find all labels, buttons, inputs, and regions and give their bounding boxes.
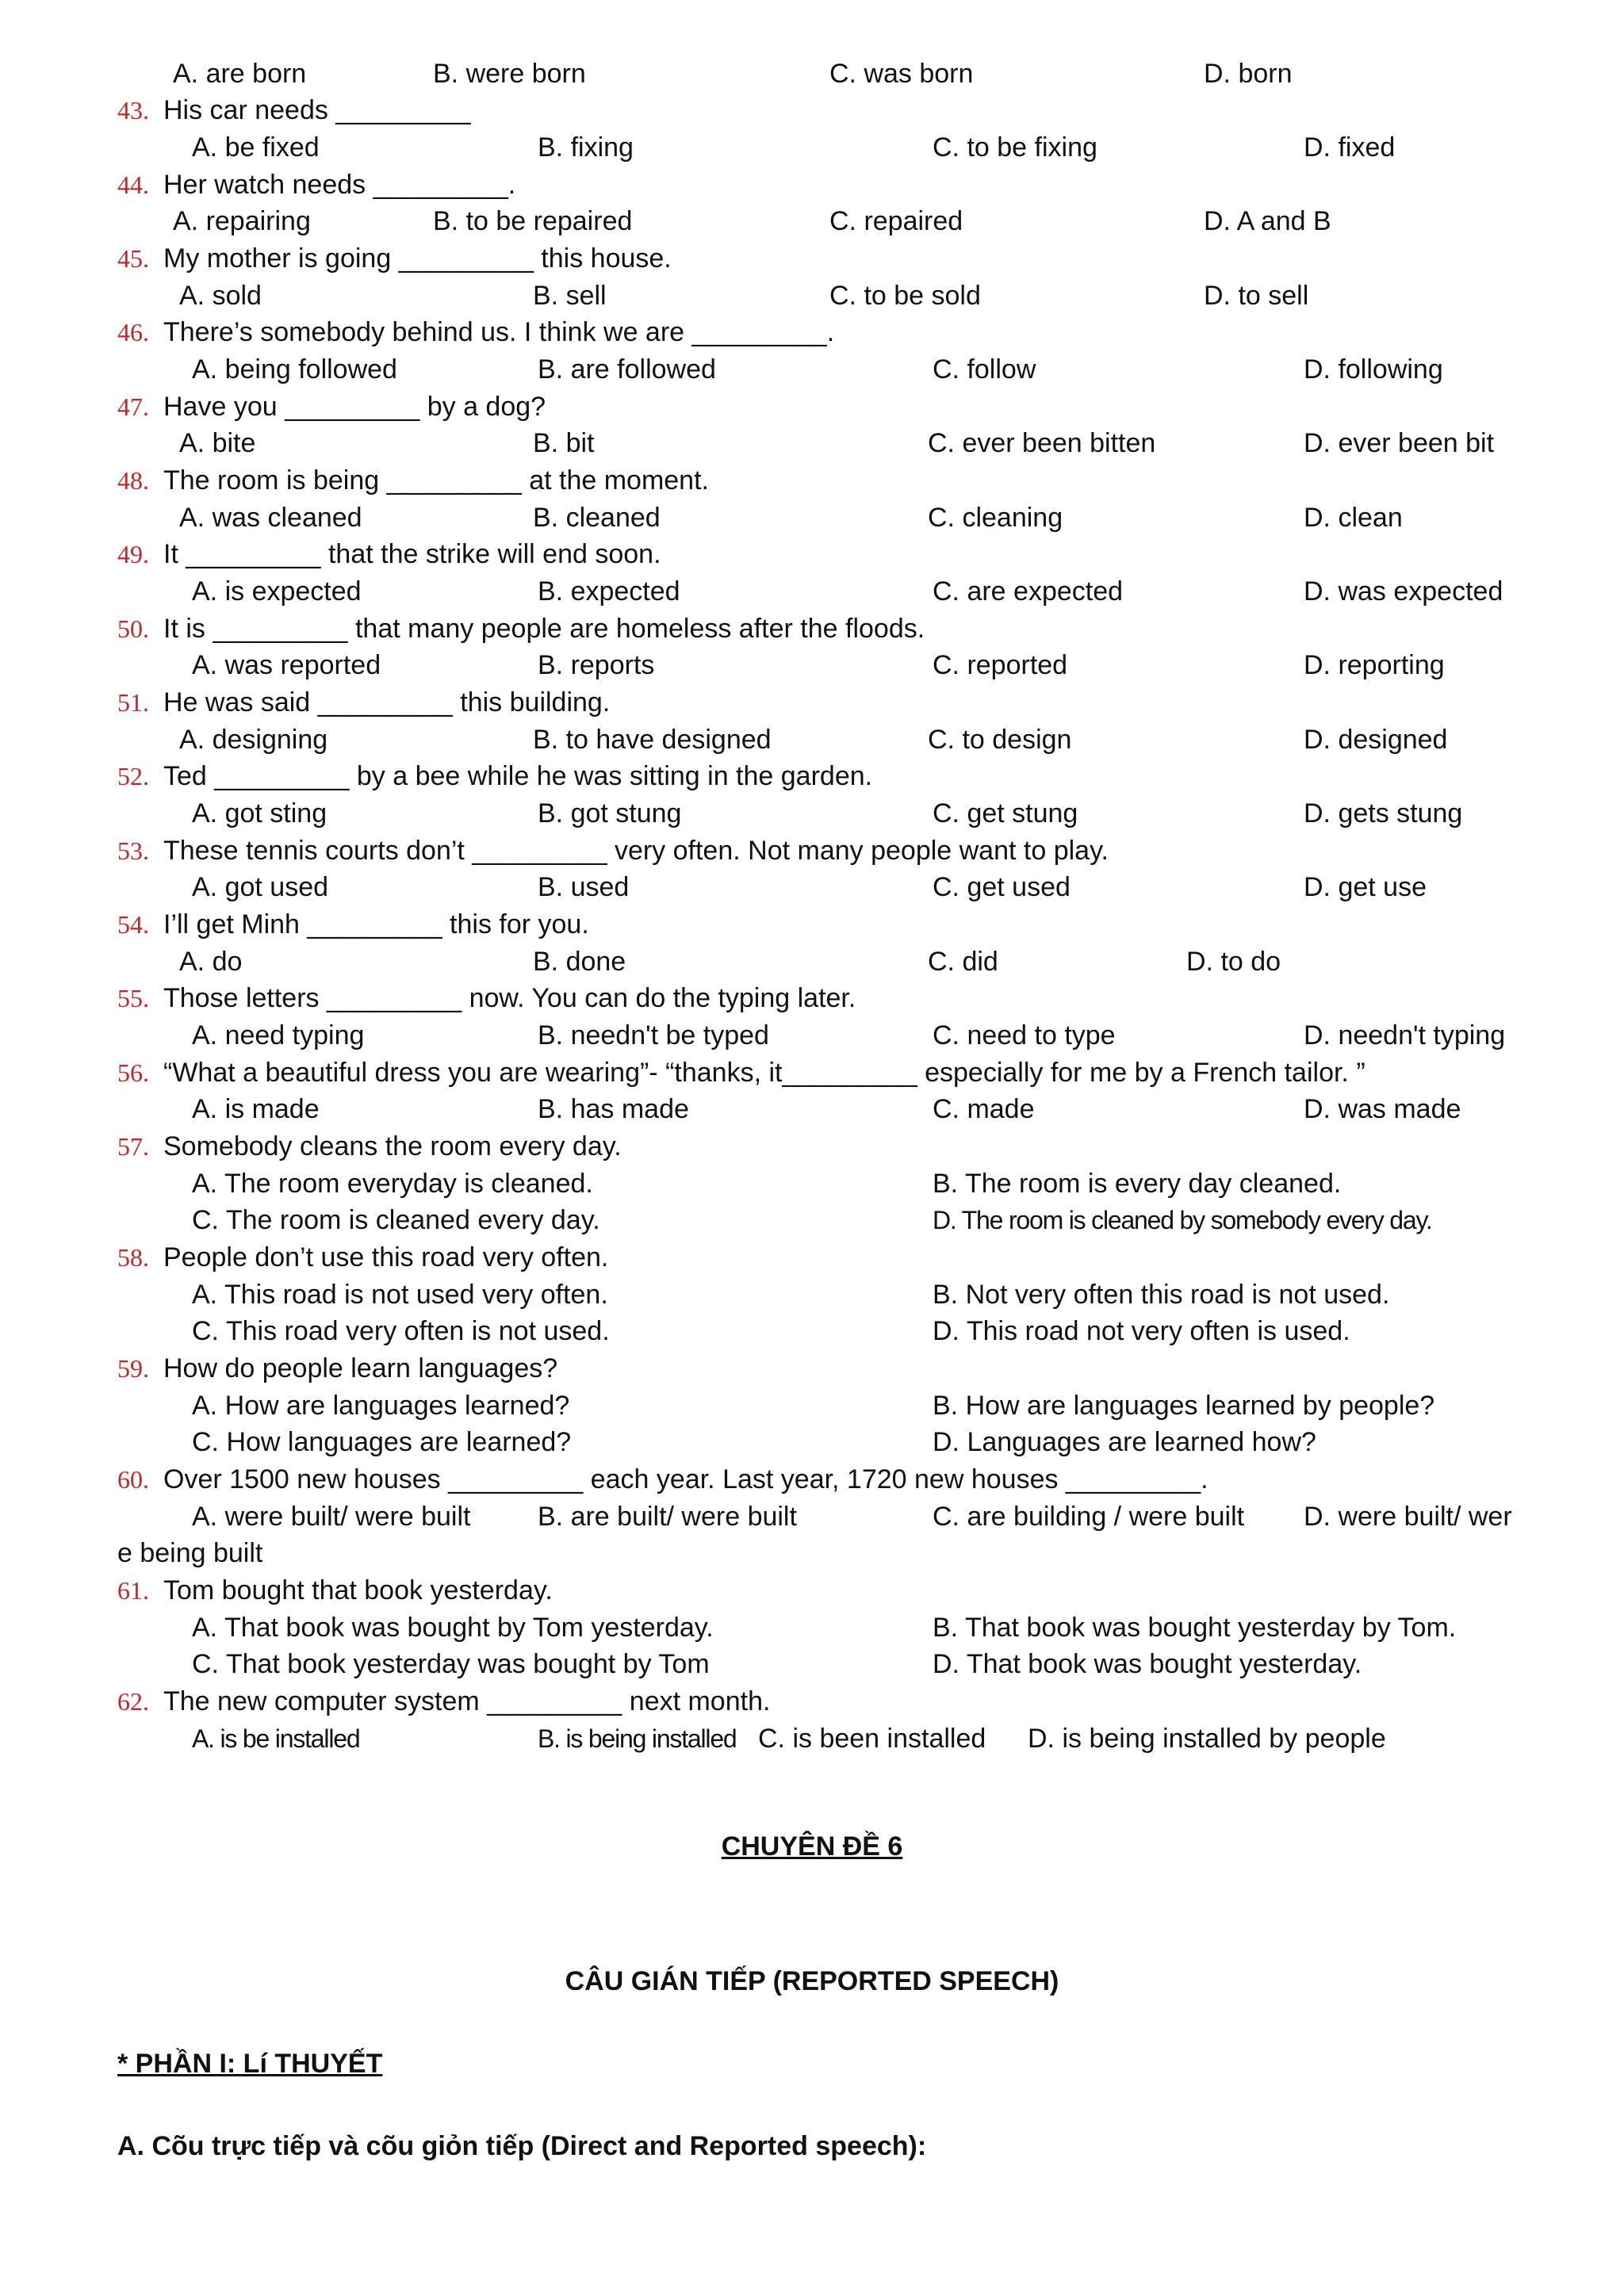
question-number: 57. xyxy=(117,1132,149,1161)
option-a: A. got used xyxy=(192,872,329,902)
question-stem: Her watch needs _________. xyxy=(163,170,516,200)
option-b: B. sell xyxy=(533,281,607,311)
question-stem: “What a beautiful dress you are wearing”- “thanks, it_________ especially for me by a French tailor. ” xyxy=(163,1058,1365,1088)
question-number: 62. xyxy=(117,1687,149,1716)
question-number: 46. xyxy=(117,318,149,346)
question-number: 48. xyxy=(117,466,149,495)
option-a: A. be fixed xyxy=(192,132,320,163)
option-a: A. bite xyxy=(179,428,256,458)
question-number: 54. xyxy=(117,910,149,939)
option-b: B. needn't be typed xyxy=(538,1020,769,1050)
option-a: A. designing xyxy=(179,725,328,755)
question-stem: Ted _________ by a bee while he was sitting in the garden. xyxy=(163,761,873,791)
option-c: C. The room is cleaned every day. xyxy=(192,1205,600,1235)
option-b: B. How are languages learned by people? xyxy=(933,1391,1435,1421)
question-stem: Those letters _________ now. You can do the typing later. xyxy=(163,983,856,1013)
option-c: C. get used xyxy=(933,872,1071,902)
option-d: D. to sell xyxy=(1204,281,1309,311)
question-number: 53. xyxy=(117,836,149,865)
option-d: D. reporting xyxy=(1304,650,1445,680)
question-stem: Somebody cleans the room every day. xyxy=(163,1131,622,1161)
option-d: D. fixed xyxy=(1304,132,1396,163)
option-b: B. is being installed xyxy=(538,1724,737,1753)
option-d: D. A and B xyxy=(1204,206,1331,236)
question-stem: He was said _________ this building. xyxy=(163,687,611,718)
option-c: C. get stung xyxy=(933,798,1078,828)
option-d: D. clean xyxy=(1304,503,1403,533)
option-d: D. ever been bit xyxy=(1304,428,1495,458)
option-b: B. done xyxy=(533,947,626,977)
question-stem: It _________ that the strike will end soon. xyxy=(163,539,661,569)
option-d: D. were built/ wer xyxy=(1304,1502,1512,1532)
option-b: B. That book was bought yesterday by Tom. xyxy=(933,1613,1457,1643)
option-b: B. used xyxy=(538,872,630,902)
option-d: D. Languages are learned how? xyxy=(933,1427,1316,1457)
option-d-continuation: e being built xyxy=(117,1538,263,1568)
option-d: D. gets stung xyxy=(1304,798,1463,828)
option-d: D. was expected xyxy=(1304,576,1503,607)
option-b: B. fixing xyxy=(538,132,634,163)
option-a: A. need typing xyxy=(192,1020,365,1050)
option-d: D. needn't typing xyxy=(1304,1020,1506,1050)
option-a: A. is expected xyxy=(192,576,362,607)
option-c: C. are expected xyxy=(933,576,1124,607)
question-number: 60. xyxy=(117,1465,149,1494)
question-stem: I’ll get Minh _________ this for you. xyxy=(163,909,589,939)
option-d: D. That book was bought yesterday. xyxy=(933,1649,1362,1679)
question-number: 51. xyxy=(117,688,149,717)
option-c: C. ever been bitten xyxy=(928,428,1156,458)
option-b: B. to have designed xyxy=(533,725,772,755)
option-a: A. The room everyday is cleaned. xyxy=(192,1169,593,1199)
question-stem: Over 1500 new houses _________ each year. Last year, 1720 new houses _________. xyxy=(163,1464,1208,1494)
question-number: 47. xyxy=(117,392,149,421)
question-number: 58. xyxy=(117,1243,149,1272)
option-d: D. This road not very often is used. xyxy=(933,1316,1350,1346)
question-stem: Tom bought that book yesterday. xyxy=(163,1575,553,1605)
option-a: A. sold xyxy=(179,281,262,311)
option-c: C. are building / were built xyxy=(933,1502,1245,1532)
question-stem: The new computer system _________ next month. xyxy=(163,1686,771,1716)
option-b: B. got stung xyxy=(538,798,682,828)
question-number: 50. xyxy=(117,614,149,643)
option-b: B. reports xyxy=(538,650,655,680)
option-a: A. was cleaned xyxy=(179,503,362,533)
option-c: C. to be fixing xyxy=(933,132,1097,163)
question-number: 55. xyxy=(117,984,149,1012)
question-number: 56. xyxy=(117,1058,149,1087)
option-b: B. has made xyxy=(538,1094,689,1124)
option-c: C. to be sold xyxy=(829,281,981,311)
question-stem: My mother is going _________ this house. xyxy=(163,243,672,274)
option-c: C. How languages are learned? xyxy=(192,1427,572,1457)
question-stem: There’s somebody behind us. I think we are _________. xyxy=(163,317,835,347)
option-b: B. Not very often this road is not used. xyxy=(933,1280,1390,1310)
option-a: A. repairing xyxy=(173,206,311,236)
option-c: C. cleaning xyxy=(928,503,1063,533)
option-a: A. How are languages learned? xyxy=(192,1391,570,1421)
option-a: A. is made xyxy=(192,1094,320,1124)
option-c: C. This road very often is not used. xyxy=(192,1316,610,1346)
option-d: D. The room is cleaned by somebody every day. xyxy=(933,1206,1432,1234)
option-b: B. were born xyxy=(433,59,586,89)
option-c: C. did xyxy=(928,947,998,977)
question-number: 59. xyxy=(117,1354,149,1383)
question-number: 44. xyxy=(117,170,149,199)
option-a: A. being followed xyxy=(192,354,397,385)
option-d: D. get use xyxy=(1304,872,1427,902)
option-a: A. got sting xyxy=(192,798,327,828)
option-c: C. repaired xyxy=(829,206,963,236)
option-d: D. born xyxy=(1204,59,1293,89)
question-stem: How do people learn languages? xyxy=(163,1353,558,1383)
question-stem: These tennis courts don’t _________ very often. Not many people want to play. xyxy=(163,836,1109,866)
option-c: C. need to type xyxy=(933,1020,1116,1050)
option-b: B. to be repaired xyxy=(433,206,633,236)
topic-heading: CÂU GIÁN TIẾP (REPORTED SPEECH) xyxy=(565,1966,1059,1996)
option-c: C. follow xyxy=(933,354,1036,385)
question-stem: Have you _________ by a dog? xyxy=(163,392,546,422)
option-b: B. expected xyxy=(538,576,680,607)
option-d: D. following xyxy=(1304,354,1443,385)
option-b: B. are built/ were built xyxy=(538,1502,797,1532)
option-c: C. made xyxy=(933,1094,1035,1124)
question-number: 45. xyxy=(117,244,149,273)
option-a: A. That book was bought by Tom yesterday. xyxy=(192,1613,714,1643)
chapter-heading: CHUYÊN ĐỀ 6 xyxy=(721,1831,903,1862)
option-a: A. was reported xyxy=(192,650,381,680)
question-number: 49. xyxy=(117,540,149,568)
option-d: D. was made xyxy=(1304,1094,1461,1124)
option-c: C. That book yesterday was bought by Tom xyxy=(192,1649,710,1679)
question-stem: His car needs _________ xyxy=(163,95,471,125)
option-d: D. is being installed by people xyxy=(1028,1724,1386,1754)
option-b: B. The room is every day cleaned. xyxy=(933,1169,1342,1199)
option-c: C. was born xyxy=(829,59,974,89)
option-a: A. were built/ were built xyxy=(192,1502,471,1532)
option-d: D. designed xyxy=(1304,725,1448,755)
part-heading: * PHẦN I: Lí THUYẾT xyxy=(117,2049,383,2079)
option-a: A. This road is not used very often. xyxy=(192,1280,608,1310)
option-c: C. is been installed xyxy=(758,1724,986,1754)
question-stem: It is _________ that many people are homeless after the floods. xyxy=(163,614,925,644)
subsection-heading: A. Cõu trực tiếp và cõu giỏn tiếp (Direct and Reported speech): xyxy=(117,2131,927,2161)
option-c: C. reported xyxy=(933,650,1068,680)
question-number: 43. xyxy=(117,96,149,124)
question-stem: The room is being _________ at the moment. xyxy=(163,465,709,496)
option-a: A. do xyxy=(179,947,243,977)
option-d: D. to do xyxy=(1186,947,1281,977)
question-number: 52. xyxy=(117,762,149,790)
option-b: B. are followed xyxy=(538,354,716,385)
option-a: A. is be installed xyxy=(192,1724,360,1753)
option-b: B. bit xyxy=(533,428,595,458)
question-number: 61. xyxy=(117,1576,149,1605)
question-stem: People don’t use this road very often. xyxy=(163,1242,609,1272)
option-b: B. cleaned xyxy=(533,503,661,533)
option-c: C. to design xyxy=(928,725,1072,755)
option-a: A. are born xyxy=(173,59,307,89)
